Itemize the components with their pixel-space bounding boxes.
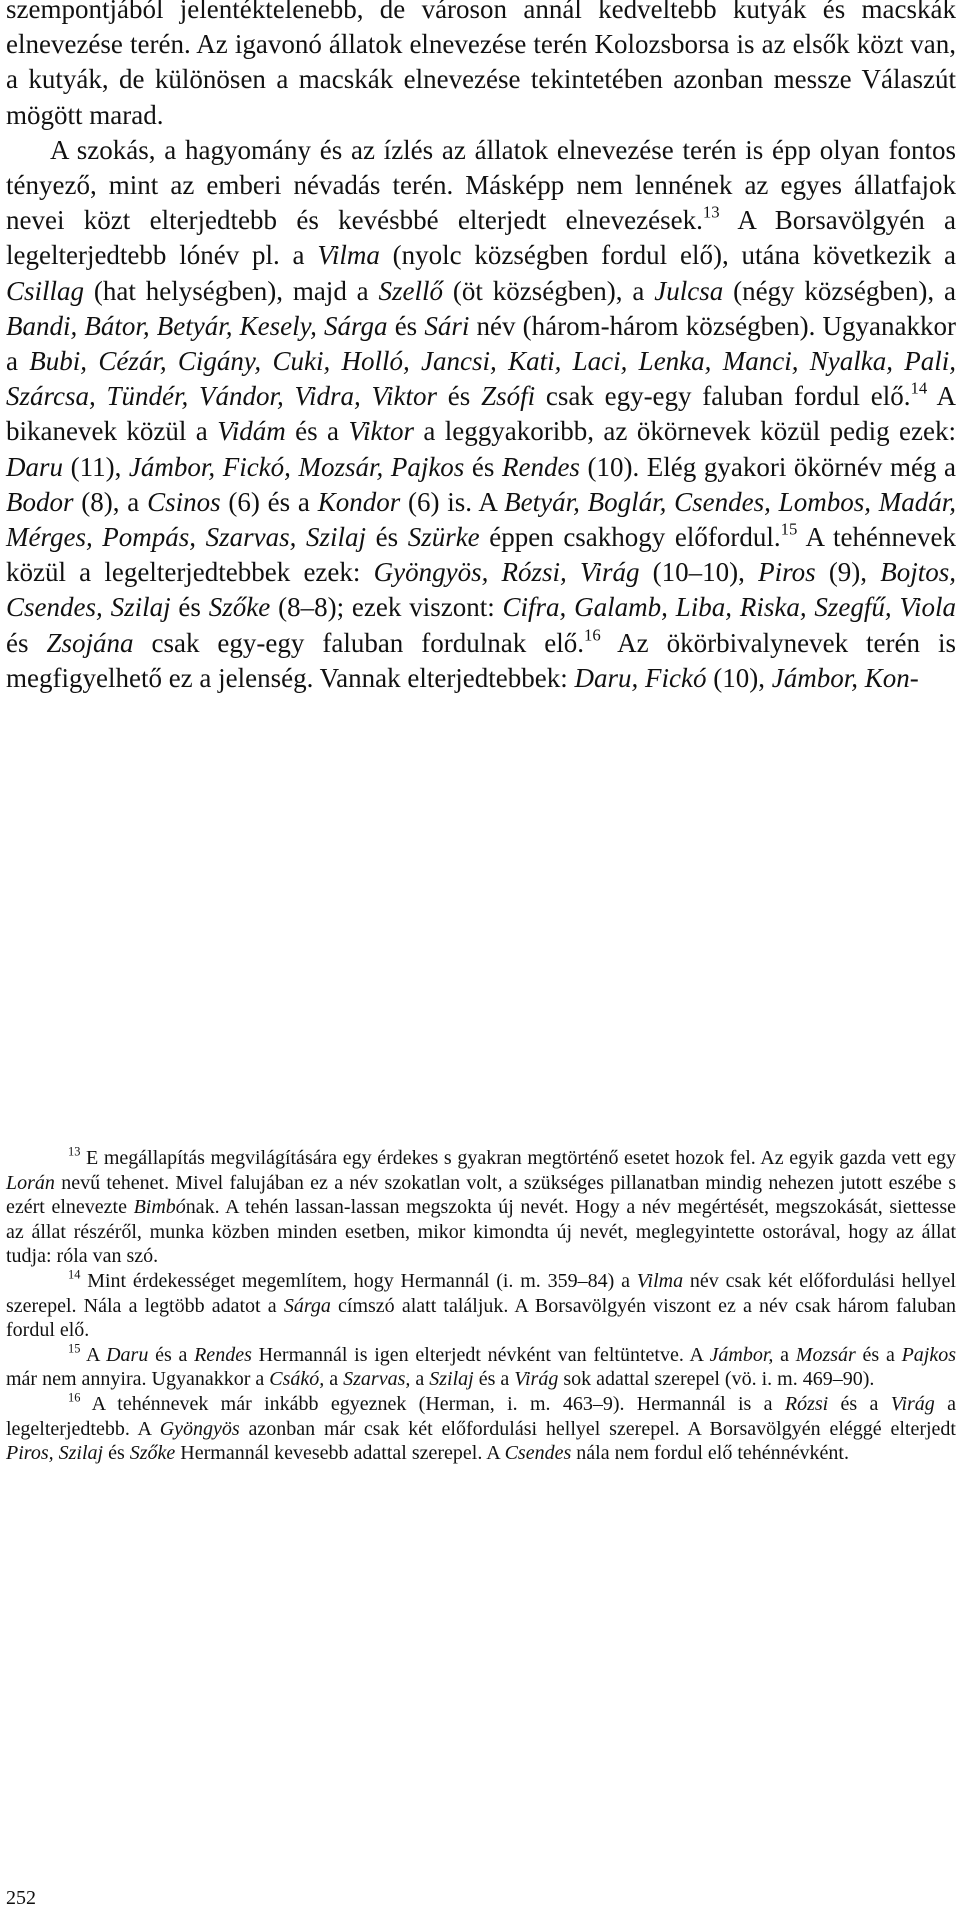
italic-text: Viktor: [348, 416, 414, 447]
text-run: és: [366, 522, 408, 553]
text-run: szempontjából jelentéktelenebb, de városon annál kedveltebb kutyák és macskák elnevezése terén. Az igavonó állatok elnevezése terén Kolozsborsa is az elsők közt van, a kutyák, de különösen a macskák elnevezése tekintetében azonban messze Válaszút mögött marad.: [6, 0, 956, 130]
text-run: Hermannál kevesebb adattal szerepel. A: [175, 1442, 505, 1465]
italic-text: Jámbor, Kon-: [771, 662, 919, 693]
text-run: a leggyakoribb, az ökörnevek közül pedig ezek:: [413, 416, 956, 447]
text-run: (10),: [706, 662, 772, 693]
italic-text: Zsófi: [481, 381, 536, 412]
text-run: (8), a: [73, 486, 148, 517]
italic-text: Virág: [890, 1392, 935, 1415]
text-run: és a: [828, 1392, 891, 1415]
text-run: a: [324, 1368, 344, 1391]
text-run: címszó alatt találjuk. A Borsavölgyén viszont ez a név csak három faluban fordul elő.: [6, 1294, 956, 1342]
text-run: és: [387, 310, 425, 341]
text-run: és: [6, 627, 47, 658]
italic-text: Vidám: [217, 416, 286, 447]
italic-text: Bandi, Bátor, Betyár, Kesely, Sárga: [6, 310, 388, 341]
italic-text: Bimbó: [133, 1196, 186, 1219]
text-run: és: [170, 592, 209, 623]
italic-text: Rózsi: [784, 1392, 829, 1415]
text-run: a legelterjedtebb. A: [6, 1392, 956, 1440]
italic-text: Piros, Szilaj: [6, 1442, 104, 1465]
text-run: (10–10),: [639, 557, 759, 588]
footnote-ref: 13: [68, 1144, 81, 1159]
italic-text: Daru: [106, 1343, 149, 1366]
text-run: A: [80, 1343, 107, 1366]
italic-text: Virág: [514, 1368, 559, 1391]
footnote-16: [6, 1392, 956, 1466]
footnote-ref: 16: [68, 1390, 81, 1405]
italic-text: Csákó,: [269, 1368, 325, 1391]
page-number: 252: [6, 1887, 36, 1909]
main-text: [6, 0, 956, 696]
text-run: nak. A tehén lassan-lassan megszokta új nevét. Hogy a név megértését, megszokását, siettesse az állat részéről, munka közben minden esetben, mikor kimondta új nevét, meglegyintette ostorával, hogy az állat tudja: róla van szó.: [6, 1196, 956, 1268]
italic-text: Julcsa: [654, 275, 724, 306]
text-run: a: [410, 1368, 430, 1391]
text-run: (9),: [815, 557, 881, 588]
text-run: és: [464, 451, 502, 482]
text-run: és a: [855, 1343, 902, 1366]
footnote-14: [6, 1269, 956, 1343]
italic-text: Kondor: [317, 486, 401, 517]
italic-text: Cifra, Galamb, Liba, Riska, Szegfű, Viola: [502, 592, 956, 623]
italic-text: Csillag: [6, 275, 85, 306]
italic-text: Daru: [6, 451, 64, 482]
text-run: már nem annyira. Ugyanakkor a: [6, 1368, 270, 1391]
italic-text: Bodor: [6, 486, 74, 517]
text-run: Az ökörbivalynevek terén is megfigyelhető ez a jelenség. Vannak elterjedtebbek:: [6, 627, 956, 693]
italic-text: Jámbor, Fickó, Mozsár, Pajkos: [128, 451, 465, 482]
text-run: (8–8); ezek viszont:: [270, 592, 503, 623]
text-run: nevű tehenet. Mivel falujában ez a név szokatlan volt, a szükséges pillanatban mindig nehezen jutott eszébe s ezért elnevezte: [6, 1171, 956, 1219]
italic-text: Bubi, Cézár, Cigány, Cuki, Holló, Jancsi, Kati, Laci, Lenka, Manci, Nyalka, Pali, Szárcsa, Tündér, Vándor, Vidra, Viktor: [6, 346, 957, 412]
text-run: nála nem fordul elő tehénnévként.: [571, 1442, 849, 1465]
italic-text: Bojtos, Csendes, Szilaj: [6, 557, 957, 623]
text-run: E megállapítás megvilágítására egy érdekes s gyakran megtörténő esetet hozok fel. Az egyik gazda vett egy: [80, 1147, 956, 1169]
text-run: és: [437, 381, 482, 412]
italic-text: Mozsár: [795, 1343, 856, 1366]
text-run: és a: [285, 416, 349, 447]
footnote-ref: 15: [780, 519, 798, 539]
document-page: [6, 0, 956, 1925]
italic-text: Szőke: [129, 1442, 176, 1465]
text-run: a: [773, 1343, 796, 1366]
footnote-13: [6, 1146, 956, 1269]
italic-text: Sári: [424, 310, 470, 341]
text-run: Mint érdekességet megemlítem, hogy Hermannál (i. m. 359–84) a: [80, 1269, 637, 1292]
text-run: csak egy-egy faluban fordul elő.: [535, 381, 911, 412]
text-run: azonban már csak két előfordulási hellyel szerepel. A Borsavölgyén eléggé elterjedt: [239, 1417, 956, 1440]
italic-text: Jámbor,: [709, 1343, 774, 1366]
italic-text: Sárga: [283, 1294, 331, 1317]
text-run: (hat helységben), majd a: [84, 275, 379, 306]
italic-text: Vilma: [636, 1269, 684, 1292]
text-run: (nyolc községben fordul elő), utána következik a: [379, 240, 956, 271]
paragraph: [6, 0, 956, 133]
italic-text: Gyöngyös, Rózsi, Virág: [373, 557, 640, 588]
italic-text: Lorán: [6, 1171, 55, 1194]
text-run: A tehénnevek már inkább egyeznek (Herman, i. m. 463–9). Hermannál is a: [80, 1392, 785, 1415]
footnote-ref: 16: [583, 624, 601, 644]
footnote-ref: 13: [702, 202, 720, 222]
text-run: és a: [148, 1343, 195, 1366]
text-run: A bikanevek közül a: [6, 381, 956, 447]
text-run: éppen csakhogy előfordul.: [479, 522, 781, 553]
italic-text: Betyár, Boglár, Csendes, Lombos, Madár, Mérges, Pompás, Szarvas, Szilaj: [6, 486, 956, 553]
paragraph: [6, 133, 956, 696]
text-run: név (három-három községben). Ugyanakkor a: [6, 310, 956, 377]
text-run: és a: [473, 1368, 515, 1391]
text-run: (6) is. A: [400, 486, 505, 517]
text-run: (négy községben), a: [723, 275, 956, 306]
footnote-ref: 15: [68, 1341, 81, 1356]
italic-text: Pajkos: [901, 1343, 956, 1366]
italic-text: Szürke: [407, 522, 480, 553]
italic-text: Csinos: [147, 486, 221, 517]
text-run: (6) és a: [220, 486, 318, 517]
footnote-ref: 14: [68, 1267, 81, 1282]
text-run: Hermannál is igen elterjedt névként van feltüntetve. A: [251, 1343, 710, 1366]
text-run: A szokás, a hagyomány és az ízlés az állatok elnevezése terén is épp olyan fontos tényező, mint az emberi névadás terén. Másképp nem lennének az egyes állatfajok nevei közt elterjedtebb és kevésbbé elterjedt elnevezések.: [6, 134, 956, 236]
text-run: (10). Elég gyakori ökörnév még a: [579, 451, 956, 482]
italic-text: Vilma: [317, 240, 380, 271]
italic-text: Szilaj: [429, 1368, 474, 1391]
italic-text: Szőke: [208, 592, 271, 623]
italic-text: Csendes: [504, 1442, 572, 1465]
footnotes: [6, 1146, 956, 1466]
italic-text: Gyöngyös: [159, 1417, 240, 1440]
italic-text: Daru, Fickó: [574, 662, 707, 693]
italic-text: Zsojána: [46, 627, 134, 658]
footnote-15: [6, 1343, 956, 1392]
text-run: (11),: [63, 451, 129, 482]
footnote-ref: 14: [910, 378, 928, 398]
text-run: csak egy-egy faluban fordulnak elő.: [133, 627, 584, 658]
text-run: A Borsavölgyén a legelterjedtebb lónév pl. a: [6, 205, 957, 271]
italic-text: Piros: [758, 557, 816, 588]
text-run: (öt községben), a: [443, 275, 655, 306]
text-run: és: [103, 1442, 130, 1465]
text-run: név csak két előfordulási hellyel szerepel. Nála a legtöbb adatot a: [6, 1269, 956, 1317]
text-run: sok adattal szerepel (vö. i. m. 469–90).: [558, 1368, 875, 1391]
italic-text: Szellő: [378, 275, 444, 306]
italic-text: Szarvas,: [343, 1368, 411, 1391]
italic-text: Rendes: [501, 451, 580, 482]
text-run: A tehénnevek közül a legelterjedtebbek ezek:: [6, 522, 956, 588]
italic-text: Rendes: [194, 1343, 252, 1366]
